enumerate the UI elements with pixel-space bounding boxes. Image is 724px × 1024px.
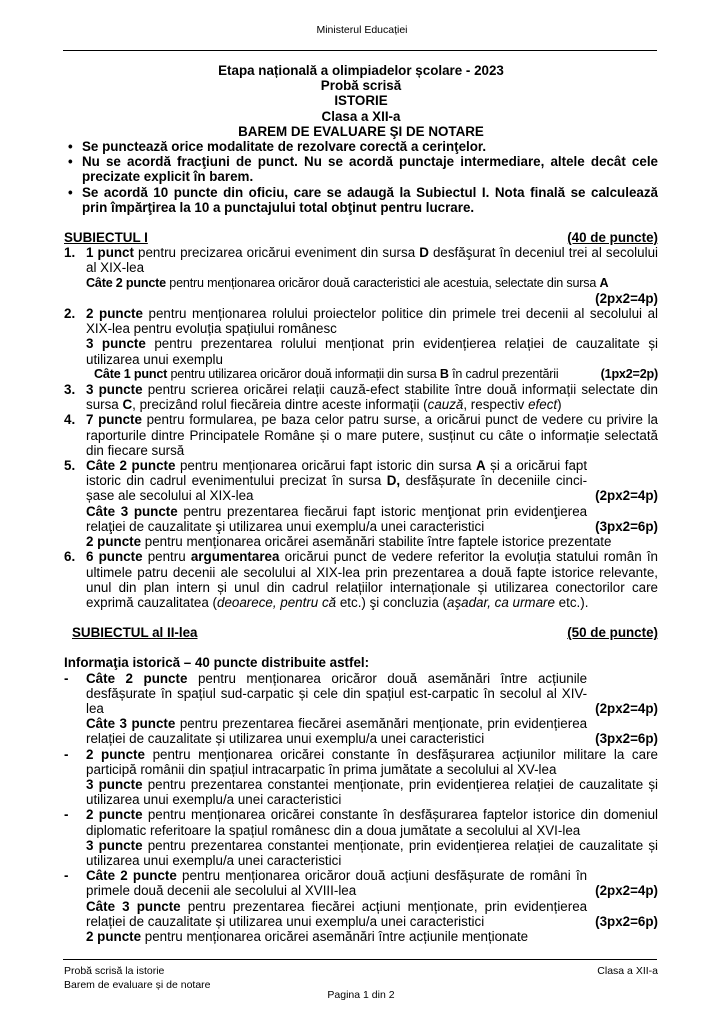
question-2: 2. 2 puncte pentru menționarea rolului proiectelor politice din primele trei decenii al secolului al XIX-lea pentru evoluția spațiului românesc 3 puncte pentru prezentarea rolului menționat prin evidențierea relației de cauzalitate și utilizarea unui exemplu Câte 1 punct pentru utilizarea oricăror două informații din sursa B în cadrul prezentării (1px2=2p) [64, 306, 659, 381]
question-number: 1. [64, 245, 76, 261]
document-title [64, 63, 658, 139]
section-2-heading [64, 625, 658, 640]
section-2-title: SUBIECTUL al II-lea [72, 625, 198, 641]
criterion-2: - 2 puncte pentru menționarea oricărei constante în desfășurarea acțiunilor militare la care participă românii din spațiul intracarpatic în prima jumătate a secolului al XV-lea 3 puncte pentru prezentarea constantei menționate, prin evidențierea relației de cauzalitate și utilizarea unui exemplu/a unei caracteristici [64, 746, 658, 808]
section-1-heading [64, 230, 658, 245]
page-footer [64, 964, 658, 1001]
page-number: Pagina 1 din 2 [327, 989, 395, 1001]
score-formula: (2px2=4p) [595, 883, 658, 899]
question-number: 6. [64, 549, 76, 565]
score-formula: (2px2=4p) [595, 290, 658, 306]
footer-exam: Probă scrisă la istorie [64, 965, 165, 977]
footer-scheme: Barem de evaluare și de notare [64, 979, 211, 991]
section-1-title: SUBIECTUL I [64, 230, 148, 246]
general-rules [64, 139, 658, 215]
section-1-points: (40 de puncte) [567, 230, 658, 246]
question-5: 5. Câte 2 puncte pentru menționarea oricărui fapt istoric din sursa A și a oricărui fapt istoric din cadrul evenimentului precizat în sursa D, desfășurate în deceniile cinci-șase ale secolului al XIX-lea (2px2=4p) Câte 3 puncte pentru prezentarea fiecărui fapt istoric menţionat prin evidenţierea relaţiei de cauzalitate şi utilizarea unui exemplu/a unei caracteristici (3px2=6p) 2 puncte pentru menționarea oricărei asemănări stabilite între faptele istorice prezentate [64, 458, 658, 550]
score-formula: (3px2=6p) [595, 913, 658, 929]
footer-rule [63, 959, 657, 960]
title-subject: ISTORIE [334, 93, 388, 109]
title-exam-type: Probă scrisă [320, 78, 402, 94]
header-rule [63, 50, 657, 51]
section-2-points: (50 de puncte) [567, 625, 658, 641]
section-2-subtitle: Informaţia istorică – 40 puncte distribuite astfel: [64, 655, 370, 671]
rule-item: • Se punctează orice modalitate de rezolvare corectă a cerinţelor. [82, 139, 658, 154]
score-formula: (3px2=6p) [595, 731, 658, 747]
title-scheme: BAREM DE EVALUARE ŞI DE NOTARE [238, 123, 484, 139]
title-competition: Etapa națională a olimpiadelor școlare - 2023 [218, 63, 504, 78]
page-header: Ministerul Educației [316, 24, 408, 36]
rule-item: • Nu se acordă fracţiuni de punct. Nu se acordă punctaje intermediare, altele decât cele precizate explicit în barem. [82, 154, 658, 184]
criterion-3: - 2 puncte pentru menționarea oricărei constante în desfășurarea faptelor istorice din domeniul diplomatic referitoare la spațiul românesc din a doua jumătate a secolului al XVI-lea 3 puncte pentru prezentarea constantei menționate, prin evidențierea relației de cauzalitate și utilizarea unui exemplu/a unei caracteristici [64, 807, 659, 868]
footer-grade: Clasa a XII-a [597, 965, 658, 977]
rule-item: • Se acordă 10 puncte din oficiu, care se adaugă la Subiectul I. Nota finală se calculează prin împărţirea la 10 a punctajului total obţinut pentru lucrare. [82, 185, 658, 215]
criterion-1: - Câte 2 puncte pentru menționarea oricăror două asemănări între acțiunile desfășurate în spațiul sud-carpatic și cele din spațiul est-carpatic în secolul al XIV-lea (2px2=4p) Câte 3 puncte pentru prezentarea fiecărei asemănări menționate, prin evidențierea relației de cauzalitate și utilizarea unui exemplu/a unei caracteristici (3px2=6p) [64, 670, 658, 747]
title-grade: Clasa a XII-a [321, 108, 401, 124]
score-formula: (2px2=4p) [595, 488, 658, 504]
question-number: 3. [64, 382, 76, 398]
question-number: 4. [64, 412, 76, 428]
question-number: 2. [64, 306, 76, 322]
question-1: 1. 1 punct pentru precizarea oricărui eveniment din sursa D desfăşurat în deceniul trei al secolului al XIX-lea Câte 2 puncte pentru menționarea oricăror două caracteristici ale acestuia, selectate din sursa A (2px2=4p) [64, 245, 658, 306]
document-body [64, 63, 658, 944]
question-number: 5. [64, 458, 76, 474]
score-formula: (1px2=2p) [600, 366, 658, 381]
criterion-4: - Câte 2 puncte pentru menționarea oricăror două acțiuni desfășurate de români în primele două decenii ale secolului al XVIII-lea (2px2=4p) Câte 3 puncte pentru prezentarea fiecărei acțiuni menționate, prin evidențierea relației de cauzalitate și utilizarea unui exemplu/a unei caracteristici (3px2=6p) 2 puncte pentru menționarea oricărei asemănări între acțiunile menționate [64, 868, 658, 944]
score-formula: (3px2=6p) [595, 518, 658, 534]
question-4: 4. 7 puncte pentru formularea, pe baza celor patru surse, a oricărui punct de vedere cu privire la raporturile dintre Principatele Române și o mare putere, susținut cu câte o informație selectată din fiecare sursă [64, 412, 658, 458]
question-6: 6. 6 puncte pentru argumentarea oricărui punct de vedere referitor la evoluția statului român în ultimele patru decenii ale secolului al XIX-lea prin prezentarea a două fapte istorice relevante, unul din plan intern și unul din cadrul relațiilor internaționale și utilizarea conectorilor care exprimă cauzalitatea (deoarece, pentru că etc.) şi concluzia (aşadar, ca urmare etc.). [64, 549, 658, 610]
score-formula: (2px2=4p) [595, 700, 658, 716]
question-3: 3. 3 puncte pentru scrierea oricărei relații cauză-efect stabilite între două informații selectate din sursa C, precizând rolul fiecăreia dintre aceste informații (cauză, respectiv efect) [64, 382, 659, 413]
